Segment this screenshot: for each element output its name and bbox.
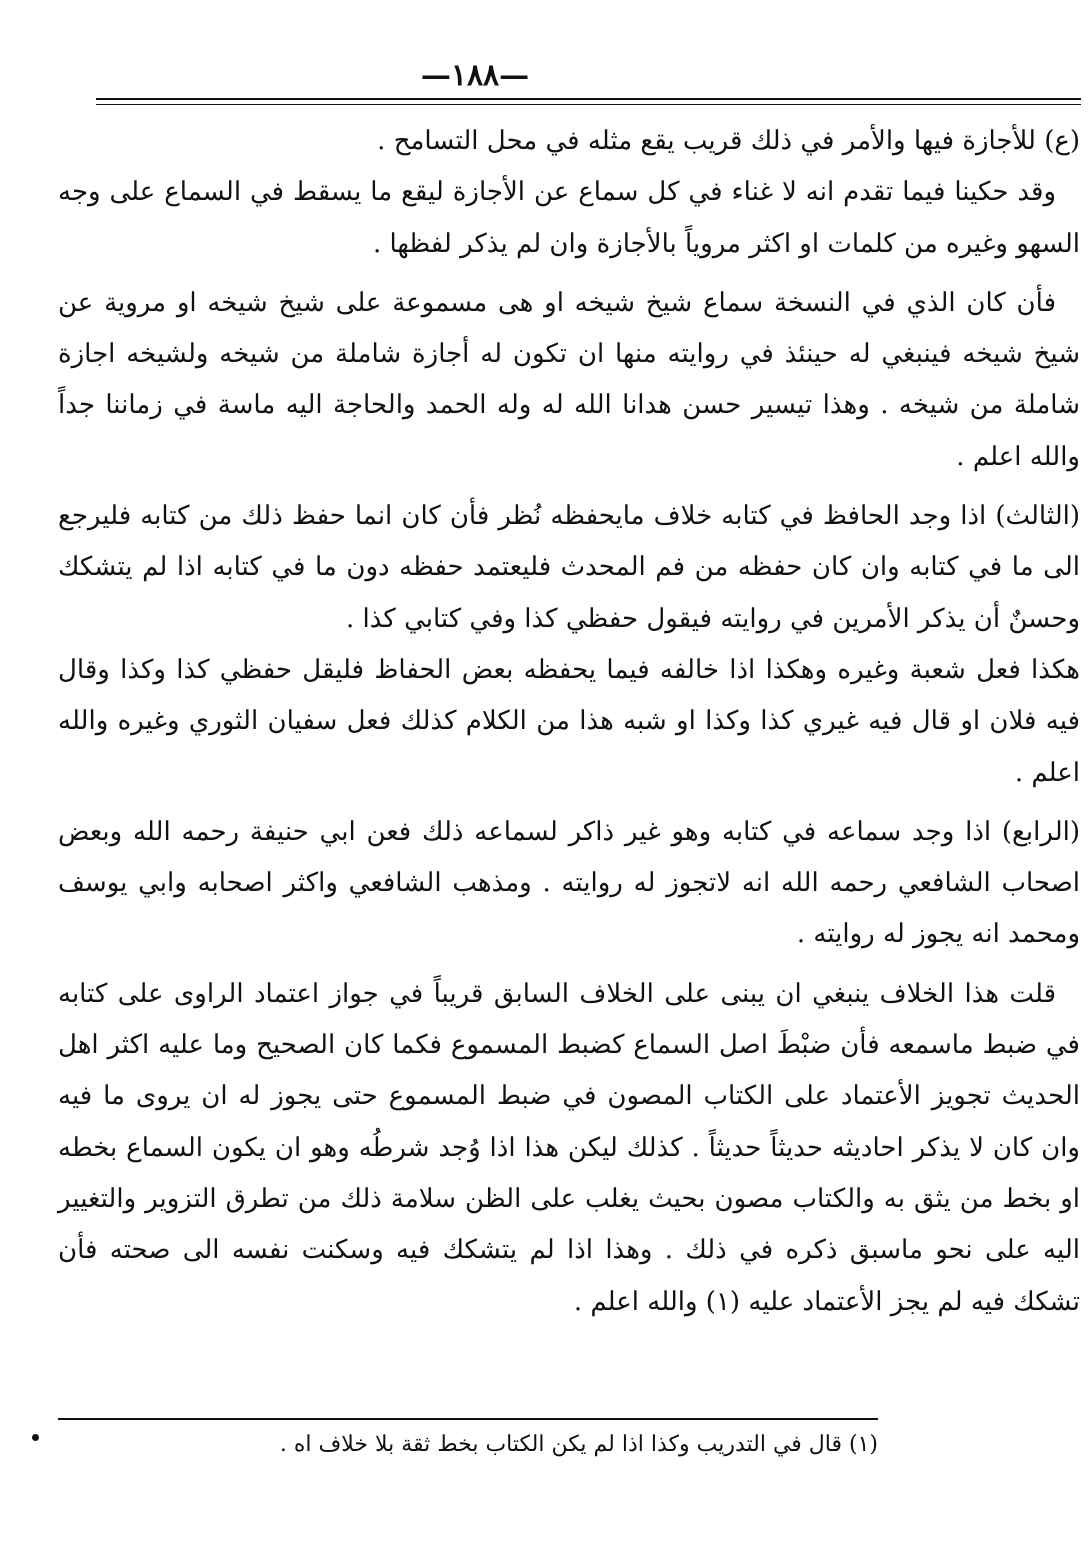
paragraph-qultu: قلت هذا الخلاف ينبغي ان يبنى على الخلاف السابق قريباً في جواز اعتماد الراوى على كتابه في ضبط ماسمعه فأن ضبْطَ اصل السماع كضبط المسموع فكما كان الصحيح وما عليه اكثر اهل الحديث تجويز الأعتماد على الكتاب المصون في ضبط المسموع حتى يجوز له ان يروى ما فيه وان كان لا يذكر احاديثه حديثاً حديثاً . كذلك ليكن هذا اذا وُجد شرطُه وهو ان يكون السماع بخطه او بخط من يثق به والكتاب مصون بحيث يغلب على الظن سلامة ذلك من تطرق التزوير والتغيير اليه على نحو ماسبق ذكره في ذلك . وهذا اذا لم يتشكك فيه وسكنت نفسه الى صحته فأن تشكك فيه لم يجز الأعتماد عليه (١) والله اعلم . — [58, 978, 1080, 1317]
footnote-rule — [58, 1418, 878, 1420]
header-rule-thin — [96, 104, 1081, 105]
paragraph-continuation: (ع) للأجازة فيها والأمر في ذلك قريب يقع مثله في محل التسامح . — [377, 126, 1080, 156]
paragraph-ijaza: وقد حكينا فيما تقدم انه لا غناء في كل سماع عن الأجازة ليقع ما يسقط في السماع على وجه السهو وغيره من كلمات او اكثر مروياً بالأجازة وان لم يذكر لفظها . — [58, 177, 1080, 259]
page-number: —١٨٨— — [420, 58, 530, 93]
margin-dot — [32, 1434, 39, 1441]
header-rule-thick — [96, 98, 1081, 100]
paragraph-third: (الثالث) اذا وجد الحافظ في كتابه خلاف مايحفظه نُظر فأن كان انما حفظ ذلك من كتابه فليرجع الى ما في كتابه وان كان حفظه من فم المحدث فليعتمد حفظه دون ما في كتابه اذا لم يتشكك وحسنٌ أن يذكر الأمرين في روايته فيقول حفظي كذا وفي كتابي كذا . — [58, 501, 1080, 634]
paragraph-shuba: هكذا فعل شعبة وغيره وهكذا اذا خالفه فيما يحفظه بعض الحفاظ فليقل حفظي كذا وكذا وقال فيه فلان او قال فيه غيري كذا وكذا او شبه هذا من الكلام كذلك فعل سفيان الثوري وغيره والله اعلم . — [58, 654, 1080, 788]
paragraph-fourth: (الرابع) اذا وجد سماعه في كتابه وهو غير ذاكر لسماعه ذلك فعن ابي حنيفة رحمه الله وبعض اصحاب الشافعي رحمه الله انه لاتجوز له روايته . ومذهب الشافعي واكثر اصحابه وابي يوسف ومحمد انه يجوز له روايته . — [58, 816, 1080, 950]
main-text — [58, 116, 1080, 1328]
footnote: (١) قال في التدريب وكذا اذا لم يكن الكتاب بخط ثقة بلا خلاف اه . — [279, 1432, 878, 1457]
paragraph-sheikh: فأن كان الذي في النسخة سماع شيخ شيخه او هى مسموعة على شيخ شيخه او مروية عن شيخ شيخه فينبغي له حينئذ في روايته منها ان تكون له أجازة شاملة من شيخه ولشيخه اجازة شاملة من شيخه . وهذا تيسير حسن هدانا الله له وله الحمد والحاجة اليه ماسة في زماننا جداً والله اعلم . — [58, 287, 1080, 472]
